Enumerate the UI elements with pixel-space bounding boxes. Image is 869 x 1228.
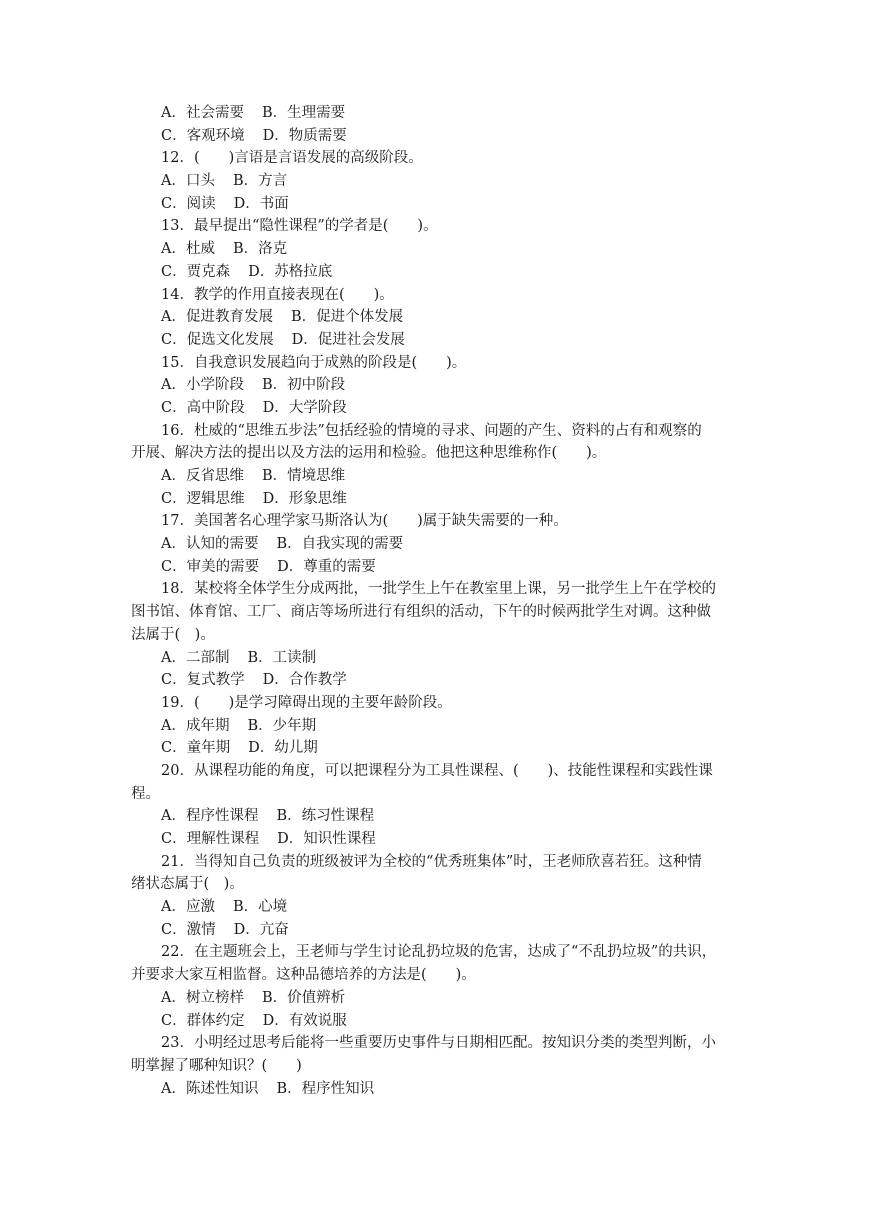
option-a: C．复式教学 <box>161 672 245 689</box>
option-a: A．成年期 <box>161 717 230 734</box>
option-b: B．工读制 <box>247 649 317 666</box>
answer-options-line <box>131 669 741 692</box>
option-b: D．幼儿期 <box>248 740 318 757</box>
option-a: A．认知的需要 <box>161 536 259 553</box>
answer-options-line <box>131 896 741 919</box>
option-b: B．方言 <box>232 173 288 190</box>
option-a: C．阅读 <box>161 195 216 212</box>
option-b: D．亢奋 <box>233 921 289 938</box>
answer-options-line <box>131 919 741 942</box>
option-b: B．自我实现的需要 <box>276 536 404 553</box>
question-text-continued: 开展、解决方法的提出以及方法的运用和检验。他把这种思维称作( )。 <box>131 445 607 462</box>
option-b: D．苏格拉底 <box>248 263 333 280</box>
option-a: C．促选文化发展 <box>161 331 274 348</box>
option-b: B．初中阶段 <box>261 377 346 394</box>
question-text: 23．小明经过思考后能将一些重要历史事件与日期相匹配。按知识分类的类型判断，小 <box>161 1035 716 1052</box>
option-a: A．二部制 <box>161 649 230 666</box>
question-text: 17．美国著名心理学家马斯洛认为( )属于缺失需要的一种。 <box>161 513 568 530</box>
question-text: 16．杜威的“思维五步法”包括经验的情境的寻求、问题的产生、资料的占有和观察的 <box>161 422 702 439</box>
option-a: A．树立榜样 <box>161 989 244 1006</box>
question-text-continued: 法属于( )。 <box>131 626 215 643</box>
answer-options-line <box>131 170 741 193</box>
question-text: 19．( )是学习障碍出现的主要年龄阶段。 <box>161 694 452 711</box>
option-b: D．促进社会发展 <box>291 331 405 348</box>
option-b: B．生理需要 <box>261 105 346 121</box>
question-text: 22．在主题班会上，王老师与学生讨论乱扔垃圾的危害，达成了“不乱扔垃圾”的共识， <box>161 944 717 961</box>
answer-options-line <box>131 397 741 420</box>
answer-options-line <box>131 828 741 851</box>
answer-options-line <box>131 805 741 828</box>
option-b: D．有效说服 <box>262 1012 347 1029</box>
question-text: 18．某校将全体学生分成两批，一批学生上午在教室里上课，另一批学生上午在学校的 <box>161 581 716 598</box>
option-a: C．审美的需要 <box>161 558 260 575</box>
option-a: C．客观环境 <box>161 127 245 144</box>
option-b: B．洛克 <box>232 241 288 258</box>
option-a: C．逻辑思维 <box>161 490 245 507</box>
option-a: C．童年期 <box>161 740 231 757</box>
answer-options-line <box>131 737 741 760</box>
answer-options-line <box>131 238 741 261</box>
option-b: B．价值辨析 <box>261 989 346 1006</box>
answer-options-line <box>131 647 741 670</box>
option-b: D．合作教学 <box>262 672 347 689</box>
question-text: 13．最早提出“隐性课程”的学者是( )。 <box>161 218 438 235</box>
answer-options-line <box>131 465 741 488</box>
answer-options-line <box>131 1010 741 1033</box>
question-text-continued: 图书馆、体育馆、工厂、商店等场所进行有组织的活动，下午的时候两批学生对调。这种做 <box>131 604 711 621</box>
answer-options-line <box>131 533 741 556</box>
option-a: A．陈述性知识 <box>161 1080 259 1097</box>
answer-options-line <box>131 556 741 579</box>
question-text-continued: 程。 <box>131 785 160 802</box>
option-b: D．物质需要 <box>262 127 347 144</box>
answer-options-line <box>131 102 741 125</box>
answer-options-line <box>131 125 741 148</box>
option-b: B．程序性知识 <box>276 1080 375 1097</box>
question-text: 12．( )言语是言语发展的高级阶段。 <box>161 150 423 167</box>
option-b: D．知识性课程 <box>277 831 376 847</box>
option-a: C．贾克森 <box>161 263 231 280</box>
option-a: C．群体约定 <box>161 1012 245 1029</box>
option-b: B．练习性课程 <box>276 808 375 825</box>
answer-options-line <box>131 193 741 216</box>
option-b: B．少年期 <box>247 717 317 734</box>
option-a: C．激情 <box>161 921 216 938</box>
option-b: D．尊重的需要 <box>277 558 376 575</box>
option-a: A．杜威 <box>161 241 215 258</box>
option-b: B．情境思维 <box>261 468 346 484</box>
question-text: 20．从课程功能的角度，可以把课程分为工具性课程、( )、技能性课程和实践性课 <box>161 762 713 779</box>
answer-options-line <box>131 1078 741 1101</box>
option-a: A．程序性课程 <box>161 808 259 825</box>
option-b: D．大学阶段 <box>262 399 347 416</box>
question-text: 21．当得知自己负责的班级被评为全校的“优秀班集体”时，王老师欣喜若狂。这种情 <box>161 853 702 870</box>
answer-options-line <box>131 306 741 329</box>
question-text-continued: 明掌握了哪种知识？( ) <box>131 1057 302 1074</box>
answer-options-line <box>131 715 741 738</box>
question-text: 14．教学的作用直接表现在( )。 <box>161 286 394 303</box>
option-a: A．小学阶段 <box>161 377 244 394</box>
question-text-continued: 并要求大家互相监督。这种品德培养的方法是( )。 <box>131 967 476 984</box>
option-a: A．口头 <box>161 173 215 190</box>
option-a: A．社会需要 <box>161 105 244 121</box>
option-b: B．促进个体发展 <box>290 309 404 326</box>
option-a: C．高中阶段 <box>161 399 245 416</box>
exam-page <box>131 102 741 1100</box>
option-b: B．心境 <box>232 899 288 916</box>
option-a: A．促进教育发展 <box>161 309 273 326</box>
option-a: A．反省思维 <box>161 468 244 484</box>
answer-options-line <box>131 987 741 1010</box>
option-b: D．形象思维 <box>262 490 347 507</box>
answer-options-line <box>131 261 741 284</box>
question-text: 15．自我意识发展趋向于成熟的阶段是( )。 <box>161 354 467 371</box>
answer-options-line <box>131 329 741 352</box>
option-a: C．理解性课程 <box>161 831 260 847</box>
question-text-continued: 绪状态属于( )。 <box>131 876 244 893</box>
answer-options-line <box>131 374 741 397</box>
option-b: D．书面 <box>233 195 289 212</box>
option-a: A．应激 <box>161 899 215 916</box>
answer-options-line <box>131 488 741 511</box>
